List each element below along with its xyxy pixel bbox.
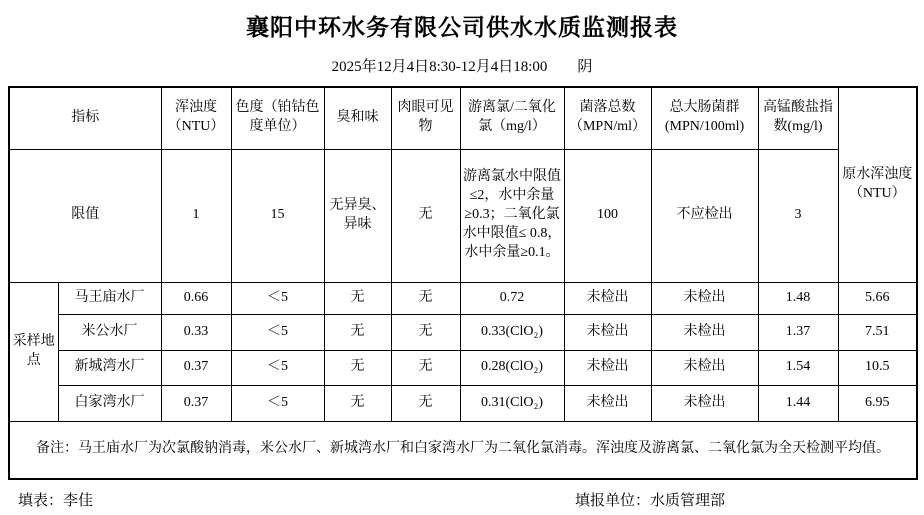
plant-name: 新城湾水厂 bbox=[58, 350, 161, 385]
cell-permanganate: 1.44 bbox=[758, 385, 838, 421]
footer bbox=[0, 489, 924, 511]
header-raw-water-turbidity: 原水浑浊度（NTU） bbox=[838, 87, 917, 282]
limit-turbidity: 1 bbox=[161, 149, 231, 282]
limit-odor: 无异臭、异味 bbox=[324, 149, 391, 282]
cell-permanganate: 1.48 bbox=[758, 282, 838, 314]
limit-coliform: 不应检出 bbox=[651, 149, 758, 282]
header-odor: 臭和味 bbox=[324, 87, 391, 149]
report-period: 2025年12月4日8:30-12月4日18:00 阴 bbox=[331, 59, 593, 75]
cell-odor: 无 bbox=[324, 385, 391, 421]
limit-chlorine: 游离氯水中限值 ≤2，水中余量≥0.3；二氧化氯水中限值≤ 0.8，水中余量≥0.1。 bbox=[460, 149, 564, 282]
cell-odor: 无 bbox=[324, 350, 391, 385]
table-row bbox=[9, 385, 917, 421]
cell-colony-count: 未检出 bbox=[564, 282, 651, 314]
cell-chlorine: 0.33(ClO₂) bbox=[460, 314, 564, 350]
header-turbidity: 浑浊度（NTU） bbox=[161, 87, 231, 149]
cell-visible-matter: 无 bbox=[391, 282, 460, 314]
table-row bbox=[9, 282, 917, 314]
plant-name: 马王庙水厂 bbox=[58, 282, 161, 314]
cell-permanganate: 1.37 bbox=[758, 314, 838, 350]
reporting-unit-label: 填报单位：水质管理部 bbox=[575, 493, 726, 509]
water-quality-table bbox=[8, 86, 918, 480]
cell-visible-matter: 无 bbox=[391, 350, 460, 385]
cell-raw-turbidity: 10.5 bbox=[838, 350, 917, 385]
cell-odor: 无 bbox=[324, 282, 391, 314]
cell-raw-turbidity: 5.66 bbox=[838, 282, 917, 314]
header-color: 色度（铂钴色度单位） bbox=[231, 87, 324, 149]
cell-color: ＜5 bbox=[231, 314, 324, 350]
limit-permanganate: 3 bbox=[758, 149, 838, 282]
limit-color: 15 bbox=[231, 149, 324, 282]
cell-coliform: 未检出 bbox=[651, 314, 758, 350]
page-title: 襄阳中环水务有限公司供水水质监测报表 bbox=[246, 15, 678, 40]
cell-color: ＜5 bbox=[231, 350, 324, 385]
cell-odor: 无 bbox=[324, 314, 391, 350]
sampling-location-label: 采样地点 bbox=[9, 282, 58, 421]
preparer-label: 填表：李佳 bbox=[18, 493, 94, 509]
cell-coliform: 未检出 bbox=[651, 385, 758, 421]
plant-name: 米公水厂 bbox=[58, 314, 161, 350]
remarks: 备注：马王庙水厂为次氯酸钠消毒，米公水厂、新城湾水厂和白家湾水厂为二氧化氯消毒。浑浊度及游离氯、二氧化氯为全天检测平均值。 bbox=[9, 421, 917, 479]
limit-row bbox=[9, 149, 917, 282]
header-visible-matter: 肉眼可见物 bbox=[391, 87, 460, 149]
cell-permanganate: 1.54 bbox=[758, 350, 838, 385]
cell-raw-turbidity: 6.95 bbox=[838, 385, 917, 421]
cell-coliform: 未检出 bbox=[651, 282, 758, 314]
cell-chlorine: 0.72 bbox=[460, 282, 564, 314]
cell-raw-turbidity: 7.51 bbox=[838, 314, 917, 350]
limit-label: 限值 bbox=[9, 149, 161, 282]
limit-visible-matter: 无 bbox=[391, 149, 460, 282]
cell-turbidity: 0.33 bbox=[161, 314, 231, 350]
cell-visible-matter: 无 bbox=[391, 385, 460, 421]
cell-colony-count: 未检出 bbox=[564, 350, 651, 385]
cell-coliform: 未检出 bbox=[651, 350, 758, 385]
cell-color: ＜5 bbox=[231, 282, 324, 314]
note-row bbox=[9, 421, 917, 479]
plant-name: 白家湾水厂 bbox=[58, 385, 161, 421]
header-coliform: 总大肠菌群(MPN/100ml) bbox=[651, 87, 758, 149]
cell-color: ＜5 bbox=[231, 385, 324, 421]
cell-colony-count: 未检出 bbox=[564, 385, 651, 421]
cell-turbidity: 0.37 bbox=[161, 350, 231, 385]
cell-turbidity: 0.37 bbox=[161, 385, 231, 421]
table-row bbox=[9, 314, 917, 350]
cell-colony-count: 未检出 bbox=[564, 314, 651, 350]
cell-chlorine: 0.31(ClO₂) bbox=[460, 385, 564, 421]
header-indicator: 指标 bbox=[9, 87, 161, 149]
limit-colony-count: 100 bbox=[564, 149, 651, 282]
cell-visible-matter: 无 bbox=[391, 314, 460, 350]
table-row bbox=[9, 350, 917, 385]
cell-turbidity: 0.66 bbox=[161, 282, 231, 314]
header-colony-count: 菌落总数（MPN/ml） bbox=[564, 87, 651, 149]
header-permanganate: 高锰酸盐指数(mg/l) bbox=[758, 87, 838, 149]
header-row bbox=[9, 87, 917, 149]
header-chlorine: 游离氯/二氧化氯（mg/l） bbox=[460, 87, 564, 149]
cell-chlorine: 0.28(ClO₂) bbox=[460, 350, 564, 385]
